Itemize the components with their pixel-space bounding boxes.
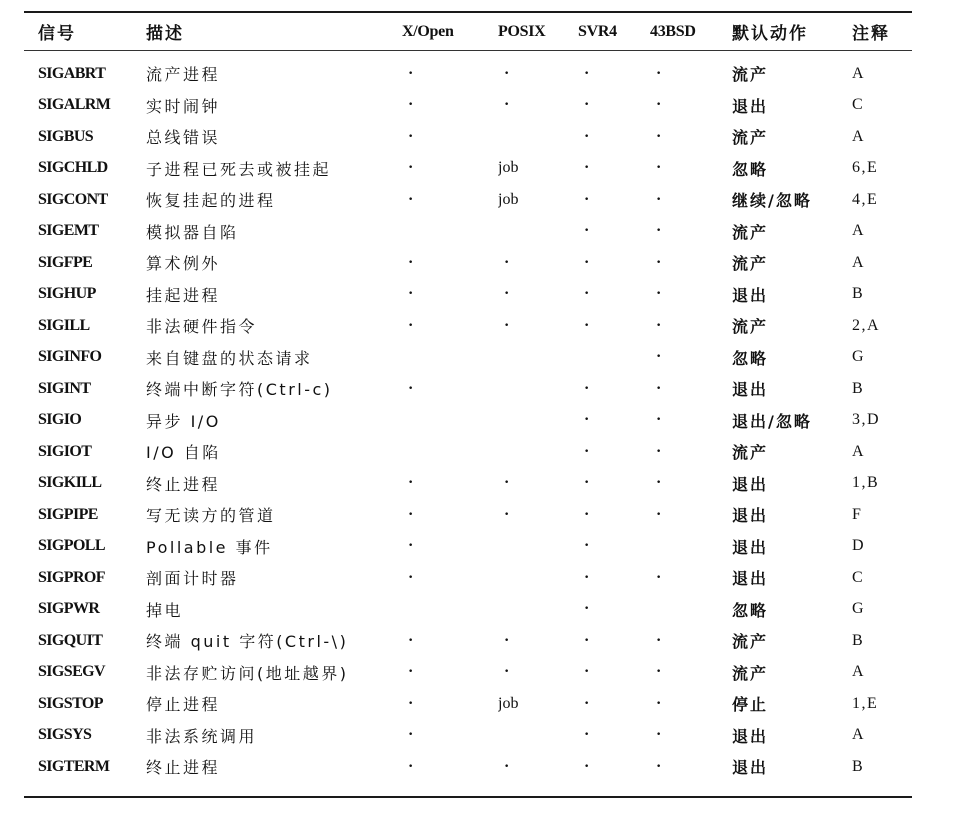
description-cell: 异步 I/O (146, 411, 221, 431)
notes-cell: 1,E (852, 694, 879, 712)
posix-cell: job (498, 190, 519, 208)
table-row (24, 216, 912, 248)
description-cell: 终止进程 (146, 758, 221, 778)
signal-name-cell: SIGALRM (38, 96, 111, 114)
description-cell: 来自键盘的状态请求 (146, 348, 313, 368)
table-row (24, 751, 912, 783)
posix-cell (498, 531, 578, 563)
xopen-cell (402, 216, 498, 248)
default-action-cell: 流产 (732, 65, 769, 85)
notes-cell: A (852, 663, 866, 681)
xopen-cell: · (408, 190, 414, 208)
xopen-cell: · (408, 631, 414, 649)
bsd43-cell: · (656, 568, 662, 586)
description-cell: 终端中断字符(Ctrl-c) (146, 380, 333, 400)
description-cell: 总线错误 (146, 128, 221, 148)
posix-cell (498, 436, 578, 468)
default-action-cell: 忽略 (732, 600, 769, 620)
signal-name-cell: SIGPROF (38, 568, 105, 586)
svr4-cell: · (584, 726, 590, 744)
signal-name-cell: SIGILL (38, 316, 90, 334)
bsd43-cell: · (656, 190, 662, 208)
svr4-cell: · (584, 379, 590, 397)
notes-cell: A (852, 253, 866, 271)
signals-table (24, 13, 912, 783)
posix-cell: · (504, 64, 510, 82)
table-header (24, 13, 912, 50)
signal-name-cell: SIGCONT (38, 190, 108, 208)
xopen-cell (402, 594, 498, 626)
default-action-cell: 退出/忽略 (732, 411, 812, 431)
xopen-cell: · (408, 64, 414, 82)
table-row (24, 436, 912, 468)
posix-cell (498, 720, 578, 752)
table-row (24, 720, 912, 752)
svr4-cell: · (584, 96, 590, 114)
xopen-cell: · (408, 663, 414, 681)
default-action-cell: 退出 (732, 380, 769, 400)
notes-cell: B (852, 379, 865, 397)
table-row (24, 688, 912, 720)
notes-cell: 3,D (852, 411, 881, 429)
notes-cell: A (852, 127, 866, 145)
signal-name-cell: SIGSEGV (38, 663, 105, 681)
description-cell: I/O 自陷 (146, 443, 221, 463)
description-cell: 实时闹钟 (146, 96, 221, 116)
svr4-cell: · (584, 411, 590, 429)
notes-cell: B (852, 631, 865, 649)
xopen-cell (402, 405, 498, 437)
table-row (24, 50, 912, 90)
svr4-cell: · (584, 442, 590, 460)
default-action-cell: 退出 (732, 285, 769, 305)
table-row (24, 342, 912, 374)
svr4-cell: · (584, 64, 590, 82)
svr4-cell: · (584, 222, 590, 240)
signal-name-cell: SIGSYS (38, 726, 92, 744)
notes-cell: C (852, 96, 865, 114)
svr4-cell: · (584, 190, 590, 208)
description-cell: 子进程已死去或被挂起 (146, 159, 332, 179)
posix-cell: · (504, 474, 510, 492)
default-action-cell: 停止 (732, 695, 769, 715)
bsd43-cell: · (656, 631, 662, 649)
signal-name-cell: SIGIO (38, 411, 82, 429)
xopen-cell: · (408, 474, 414, 492)
svr4-cell (578, 342, 650, 374)
notes-cell: G (852, 600, 866, 618)
default-action-cell: 流产 (732, 663, 769, 683)
bsd43-cell: · (656, 505, 662, 523)
default-action-cell: 退出 (732, 474, 769, 494)
svr4-cell: · (584, 316, 590, 334)
table-row (24, 121, 912, 153)
bsd43-cell: · (656, 222, 662, 240)
bsd43-cell: · (656, 663, 662, 681)
table-bottom-rule (24, 796, 912, 798)
table-row (24, 594, 912, 626)
default-action-cell: 忽略 (732, 348, 769, 368)
default-action-cell: 流产 (732, 317, 769, 337)
notes-cell: A (852, 726, 866, 744)
table-body (24, 50, 912, 783)
svr4-cell: · (584, 663, 590, 681)
notes-cell: C (852, 568, 865, 586)
xopen-cell: · (408, 127, 414, 145)
posix-cell: · (504, 631, 510, 649)
table-row (24, 562, 912, 594)
bsd43-cell: · (656, 411, 662, 429)
default-action-cell: 退出 (732, 537, 769, 557)
signal-name-cell: SIGPWR (38, 600, 100, 618)
posix-cell: job (498, 694, 519, 712)
bsd43-cell: · (656, 694, 662, 712)
posix-cell: job (498, 159, 519, 177)
default-action-cell: 退出 (732, 96, 769, 116)
bsd43-cell: · (656, 474, 662, 492)
header-notes: 注释 (852, 24, 890, 44)
posix-cell: · (504, 253, 510, 271)
table-row (24, 625, 912, 657)
posix-cell (498, 594, 578, 626)
header-default-action: 默认动作 (732, 24, 808, 44)
header-description: 描述 (146, 24, 184, 44)
notes-cell: B (852, 285, 865, 303)
description-cell: Pollable 事件 (146, 537, 273, 557)
notes-cell: 1,B (852, 474, 880, 492)
bsd43-cell: · (656, 253, 662, 271)
signal-name-cell: SIGCHLD (38, 159, 108, 177)
xopen-cell: · (408, 537, 414, 555)
svr4-cell: · (584, 694, 590, 712)
header-43bsd: 43BSD (650, 22, 696, 40)
signal-name-cell: SIGHUP (38, 285, 96, 303)
svr4-cell: · (584, 631, 590, 649)
header-xopen: X/Open (402, 22, 454, 40)
default-action-cell: 退出 (732, 506, 769, 526)
bsd43-cell: · (656, 64, 662, 82)
default-action-cell: 流产 (732, 222, 769, 242)
xopen-cell: · (408, 726, 414, 744)
description-cell: 恢复挂起的进程 (146, 191, 276, 211)
signal-name-cell: SIGPOLL (38, 537, 105, 555)
notes-cell: 4,E (852, 190, 879, 208)
xopen-cell: · (408, 285, 414, 303)
bsd43-cell: · (656, 159, 662, 177)
svr4-cell: · (584, 127, 590, 145)
default-action-cell: 退出 (732, 569, 769, 589)
signal-name-cell: SIGQUIT (38, 631, 103, 649)
default-action-cell: 流产 (732, 632, 769, 652)
bsd43-cell: · (656, 316, 662, 334)
table-row (24, 468, 912, 500)
default-action-cell: 忽略 (732, 159, 769, 179)
notes-cell: D (852, 537, 866, 555)
default-action-cell: 流产 (732, 254, 769, 274)
notes-cell: A (852, 64, 866, 82)
table-row (24, 247, 912, 279)
default-action-cell: 流产 (732, 443, 769, 463)
signal-name-cell: SIGPIPE (38, 505, 98, 523)
notes-cell: A (852, 222, 866, 240)
table-row (24, 405, 912, 437)
posix-cell (498, 342, 578, 374)
table-row (24, 184, 912, 216)
bsd43-cell (650, 531, 732, 563)
default-action-cell: 退出 (732, 758, 769, 778)
description-cell: 掉电 (146, 600, 184, 620)
header-row (24, 13, 912, 50)
xopen-cell: · (408, 505, 414, 523)
notes-cell: 6,E (852, 159, 879, 177)
svr4-cell: · (584, 537, 590, 555)
posix-cell: · (504, 663, 510, 681)
signal-name-cell: SIGBUS (38, 127, 94, 145)
bsd43-cell: · (656, 726, 662, 744)
svr4-cell: · (584, 568, 590, 586)
signal-name-cell: SIGKILL (38, 474, 102, 492)
notes-cell: B (852, 757, 865, 775)
xopen-cell: · (408, 694, 414, 712)
header-svr4: SVR4 (578, 22, 617, 40)
posix-cell (498, 405, 578, 437)
description-cell: 非法硬件指令 (146, 317, 258, 337)
posix-cell: · (504, 757, 510, 775)
svr4-cell: · (584, 285, 590, 303)
posix-cell (498, 373, 578, 405)
description-cell: 终止进程 (146, 474, 221, 494)
bsd43-cell: · (656, 285, 662, 303)
xopen-cell: · (408, 379, 414, 397)
table-row (24, 279, 912, 311)
signal-name-cell: SIGIOT (38, 442, 92, 460)
bsd43-cell: · (656, 96, 662, 114)
svr4-cell: · (584, 505, 590, 523)
posix-cell (498, 562, 578, 594)
signal-name-cell: SIGFPE (38, 253, 93, 271)
bsd43-cell: · (656, 127, 662, 145)
header-signal: 信号 (38, 24, 76, 44)
posix-cell (498, 216, 578, 248)
signal-name-cell: SIGTERM (38, 757, 110, 775)
header-posix: POSIX (498, 22, 546, 40)
description-cell: 流产进程 (146, 65, 221, 85)
signal-name-cell: SIGINFO (38, 348, 102, 366)
description-cell: 写无读方的管道 (146, 506, 276, 526)
svr4-cell: · (584, 474, 590, 492)
table-row (24, 531, 912, 563)
description-cell: 非法存贮访问(地址越界) (146, 663, 349, 683)
svr4-cell: · (584, 600, 590, 618)
xopen-cell (402, 342, 498, 374)
posix-cell: · (504, 316, 510, 334)
table-row (24, 90, 912, 122)
notes-cell: 2,A (852, 316, 881, 334)
description-cell: 剖面计时器 (146, 569, 239, 589)
signal-name-cell: SIGSTOP (38, 694, 103, 712)
notes-cell: A (852, 442, 866, 460)
xopen-cell: · (408, 96, 414, 114)
posix-cell: · (504, 96, 510, 114)
default-action-cell: 流产 (732, 128, 769, 148)
description-cell: 停止进程 (146, 695, 221, 715)
xopen-cell: · (408, 568, 414, 586)
signal-name-cell: SIGABRT (38, 64, 106, 82)
notes-cell: G (852, 348, 866, 366)
signal-name-cell: SIGINT (38, 379, 91, 397)
posix-cell: · (504, 285, 510, 303)
svr4-cell: · (584, 253, 590, 271)
table-row (24, 657, 912, 689)
xopen-cell (402, 436, 498, 468)
svr4-cell: · (584, 159, 590, 177)
xopen-cell: · (408, 757, 414, 775)
description-cell: 挂起进程 (146, 285, 221, 305)
table-row (24, 153, 912, 185)
table-row (24, 373, 912, 405)
svr4-cell: · (584, 757, 590, 775)
table-row (24, 499, 912, 531)
bsd43-cell: · (656, 757, 662, 775)
signal-name-cell: SIGEMT (38, 222, 99, 240)
table-row (24, 310, 912, 342)
bsd43-cell: · (656, 348, 662, 366)
xopen-cell: · (408, 159, 414, 177)
posix-cell: · (504, 505, 510, 523)
description-cell: 模拟器自陷 (146, 222, 239, 242)
default-action-cell: 继续/忽略 (732, 191, 812, 211)
xopen-cell: · (408, 316, 414, 334)
description-cell: 终端 quit 字符(Ctrl-\) (146, 632, 349, 652)
bsd43-cell (650, 594, 732, 626)
bsd43-cell: · (656, 379, 662, 397)
description-cell: 非法系统调用 (146, 726, 258, 746)
description-cell: 算术例外 (146, 254, 221, 274)
bsd43-cell: · (656, 442, 662, 460)
xopen-cell: · (408, 253, 414, 271)
posix-cell (498, 121, 578, 153)
notes-cell: F (852, 505, 863, 523)
default-action-cell: 退出 (732, 726, 769, 746)
